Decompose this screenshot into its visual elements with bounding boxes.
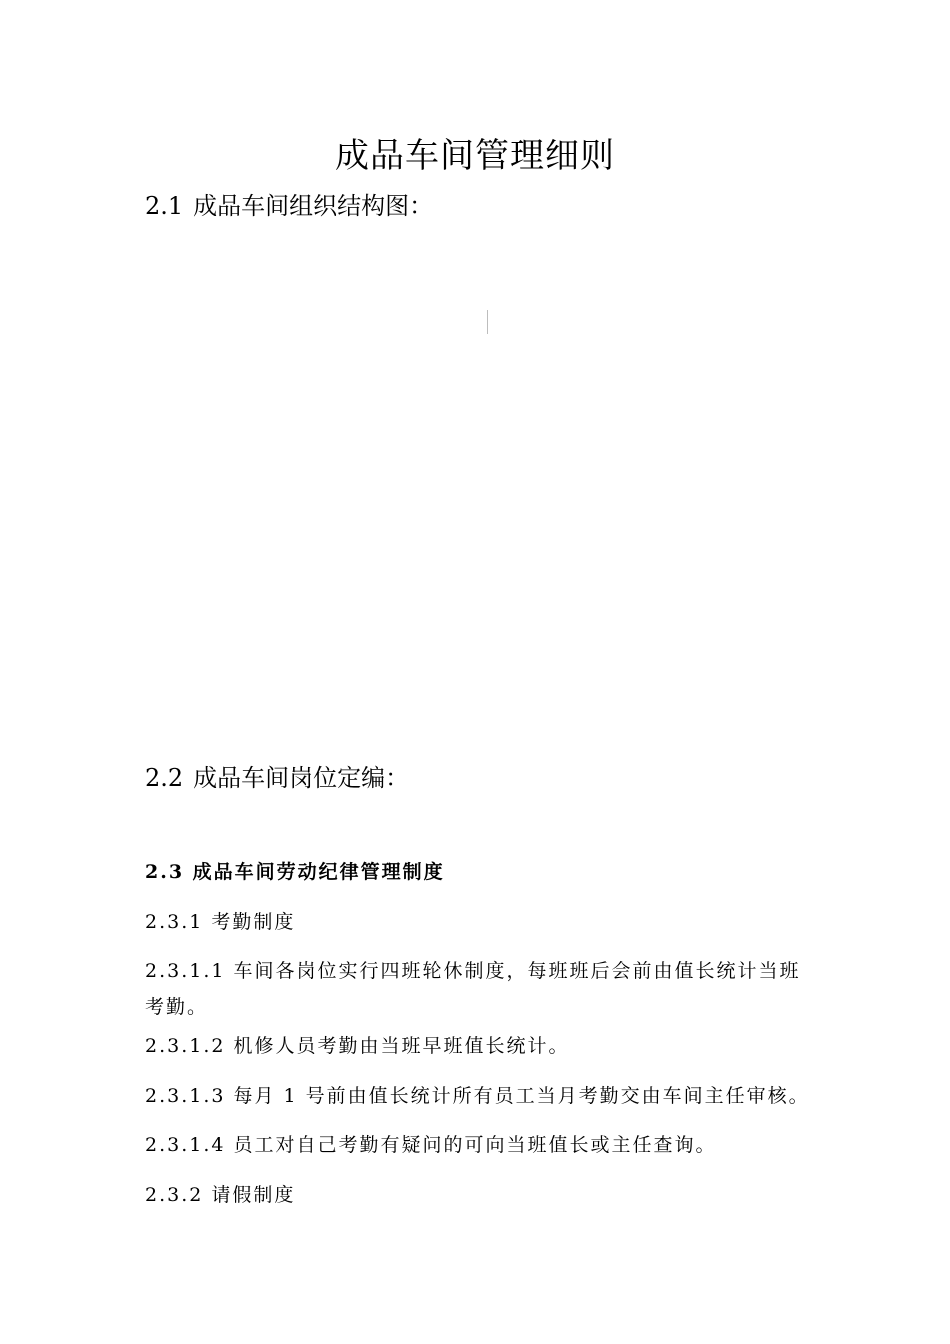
section-heading-text: 成品车间岗位定编：	[193, 764, 410, 792]
section-number: 2.1	[145, 192, 184, 220]
subsection-heading-2-3-1: 2.3.1 考勤制度	[145, 911, 296, 933]
paragraph-2-3-1-2: 2.3.1.2 机修人员考勤由当班早班值长统计。	[145, 1035, 570, 1057]
section-heading-2-1	[145, 186, 433, 221]
org-chart-placeholder	[145, 230, 805, 730]
subsection-heading-2-3-2: 2.3.2 请假制度	[145, 1184, 296, 1206]
section-heading-2-2	[145, 758, 409, 793]
paragraph-2-3-1-1: 2.3.1.1 车间各岗位实行四班轮休制度，每班班后会前由值长统计当班考勤。	[145, 960, 801, 1018]
document-title: 成品车间管理细则	[335, 136, 615, 176]
paragraph-2-3-1-3: 2.3.1.3 每月 1 号前由值长统计所有员工当月考勤交由车间主任审核。	[145, 1085, 810, 1107]
paragraph-2-3-1-4: 2.3.1.4 员工对自己考勤有疑问的可向当班值长或主任查询。	[145, 1134, 717, 1156]
section-heading-text: 成品车间组织结构图：	[193, 192, 434, 220]
section-number: 2.2	[145, 764, 184, 792]
org-chart-connector-line	[487, 310, 488, 334]
section-heading-2-3: 2.3 成品车间劳动纪律管理制度	[145, 861, 445, 883]
